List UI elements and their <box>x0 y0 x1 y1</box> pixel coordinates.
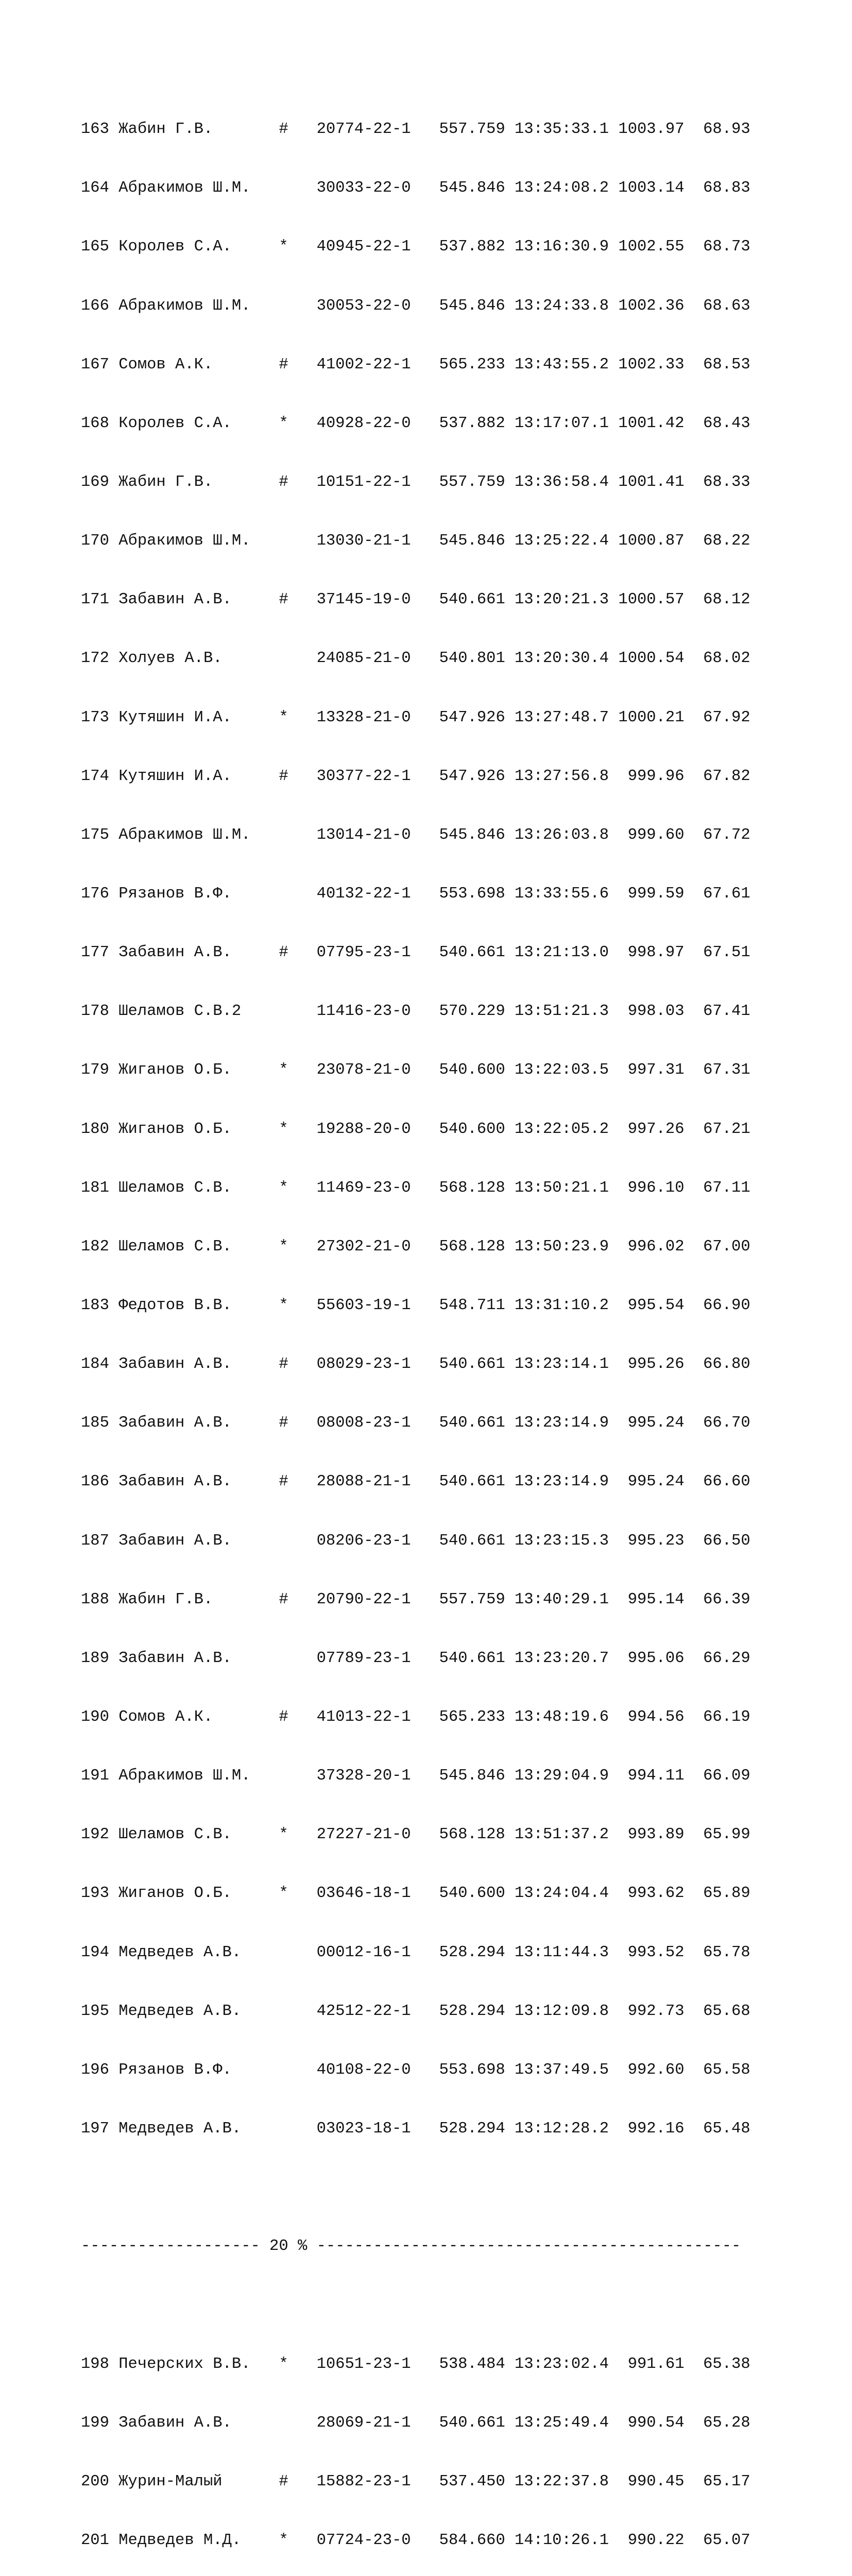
result-row: 199 Забавин А.В. 28069-21-1 540.661 13:25:49.4 990.54 65.28 <box>81 2414 751 2432</box>
result-row: 173 Кутяшин И.А. * 13328-21-0 547.926 13:27:48.7 1000.21 67.92 <box>81 708 751 726</box>
result-row: 188 Жабин Г.В. # 20790-22-1 557.759 13:40:29.1 995.14 66.39 <box>81 1590 751 1608</box>
result-row: 170 Абракимов Ш.М. 13030-21-1 545.846 13:25:22.4 1000.87 68.22 <box>81 532 751 550</box>
result-row: 191 Абракимов Ш.М. 37328-20-1 545.846 13:29:04.9 994.11 66.09 <box>81 1767 751 1785</box>
result-row: 187 Забавин А.В. 08206-23-1 540.661 13:23:15.3 995.23 66.50 <box>81 1532 751 1550</box>
result-row: 193 Жиганов О.Б. * 03646-18-1 540.600 13:24:04.4 993.62 65.89 <box>81 1885 751 1903</box>
results-list-bottom <box>81 2315 751 2576</box>
result-row: 190 Сомов А.К. # 41013-22-1 565.233 13:48:19.6 994.56 66.19 <box>81 1708 751 1726</box>
result-row: 186 Забавин А.В. # 28088-21-1 540.661 13:23:14.9 995.24 66.60 <box>81 1473 751 1491</box>
result-row: 171 Забавин А.В. # 37145-19-0 540.661 13:20:21.3 1000.57 68.12 <box>81 591 751 609</box>
result-row: 200 Журин-Малый # 15882-23-1 537.450 13:22:37.8 990.45 65.17 <box>81 2472 751 2490</box>
result-row: 167 Сомов А.К. # 41002-22-1 565.233 13:43:55.2 1002.33 68.53 <box>81 355 751 374</box>
result-row: 179 Жиганов О.Б. * 23078-21-0 540.600 13:22:03.5 997.31 67.31 <box>81 1061 751 1079</box>
result-row: 183 Федотов В.В. * 55603-19-1 548.711 13:31:10.2 995.54 66.90 <box>81 1297 751 1314</box>
result-row: 166 Абракимов Ш.М. 30053-22-0 545.846 13:24:33.8 1002.36 68.63 <box>81 297 751 315</box>
result-row: 184 Забавин А.В. # 08029-23-1 540.661 13:23:14.1 995.26 66.80 <box>81 1355 751 1374</box>
result-row: 168 Королев С.А. * 40928-22-0 537.882 13:17:07.1 1001.42 68.43 <box>81 414 751 432</box>
result-row: 189 Забавин А.В. 07789-23-1 540.661 13:23:20.7 995.06 66.29 <box>81 1649 751 1667</box>
result-row: 194 Медведев А.В. 00012-16-1 528.294 13:11:44.3 993.52 65.78 <box>81 1943 751 1961</box>
result-row: 169 Жабин Г.В. # 10151-22-1 557.759 13:36:58.4 1001.41 68.33 <box>81 473 751 492</box>
result-row: 176 Рязанов В.Ф. 40132-22-1 553.698 13:33:55.6 999.59 67.61 <box>81 885 751 903</box>
results-listing <box>81 41 751 2576</box>
result-row: 181 Шеламов С.В. * 11469-23-0 568.128 13:50:21.1 996.10 67.11 <box>81 1179 751 1197</box>
result-row: 192 Шеламов С.В. * 27227-21-0 568.128 13:51:37.2 993.89 65.99 <box>81 1826 751 1844</box>
result-row: 174 Кутяшин И.А. # 30377-22-1 547.926 13:27:56.8 999.96 67.82 <box>81 767 751 785</box>
result-row: 180 Жиганов О.Б. * 19288-20-0 540.600 13:22:05.2 997.26 67.21 <box>81 1120 751 1138</box>
result-row: 198 Печерских В.В. * 10651-23-1 538.484 13:23:02.4 991.61 65.38 <box>81 2355 751 2373</box>
result-row: 164 Абракимов Ш.М. 30033-22-0 545.846 13:24:08.2 1003.14 68.83 <box>81 179 751 197</box>
results-list-top <box>81 80 751 2178</box>
result-row: 196 Рязанов В.Ф. 40108-22-0 553.698 13:37:49.5 992.60 65.58 <box>81 2061 751 2079</box>
result-row: 195 Медведев А.В. 42512-22-1 528.294 13:12:09.8 992.73 65.68 <box>81 2002 751 2020</box>
result-row: 172 Холуев А.В. 24085-21-0 540.801 13:20:30.4 1000.54 68.02 <box>81 650 751 668</box>
result-row: 163 Жабин Г.В. # 20774-22-1 557.759 13:35:33.1 1003.97 68.93 <box>81 121 751 139</box>
result-row: 197 Медведев А.В. 03023-18-1 528.294 13:12:28.2 992.16 65.48 <box>81 2120 751 2138</box>
result-row: 175 Абракимов Ш.М. 13014-21-0 545.846 13:26:03.8 999.60 67.72 <box>81 826 751 844</box>
result-row: 182 Шеламов С.В. * 27302-21-0 568.128 13:50:23.9 996.02 67.00 <box>81 1238 751 1256</box>
percent-separator: ------------------- 20 % --------------------------------------------- <box>81 2238 741 2256</box>
result-row: 178 Шеламов С.В.2 11416-23-0 570.229 13:51:21.3 998.03 67.41 <box>81 1003 751 1021</box>
result-row: 165 Королев С.А. * 40945-22-1 537.882 13:16:30.9 1002.55 68.73 <box>81 238 751 256</box>
result-row: 177 Забавин А.В. # 07795-23-1 540.661 13:21:13.0 998.97 67.51 <box>81 944 751 962</box>
result-row: 201 Медведев М.Д. * 07724-23-0 584.660 14:10:26.1 990.22 65.07 <box>81 2531 751 2549</box>
result-row: 185 Забавин А.В. # 08008-23-1 540.661 13:23:14.9 995.24 66.70 <box>81 1414 751 1432</box>
